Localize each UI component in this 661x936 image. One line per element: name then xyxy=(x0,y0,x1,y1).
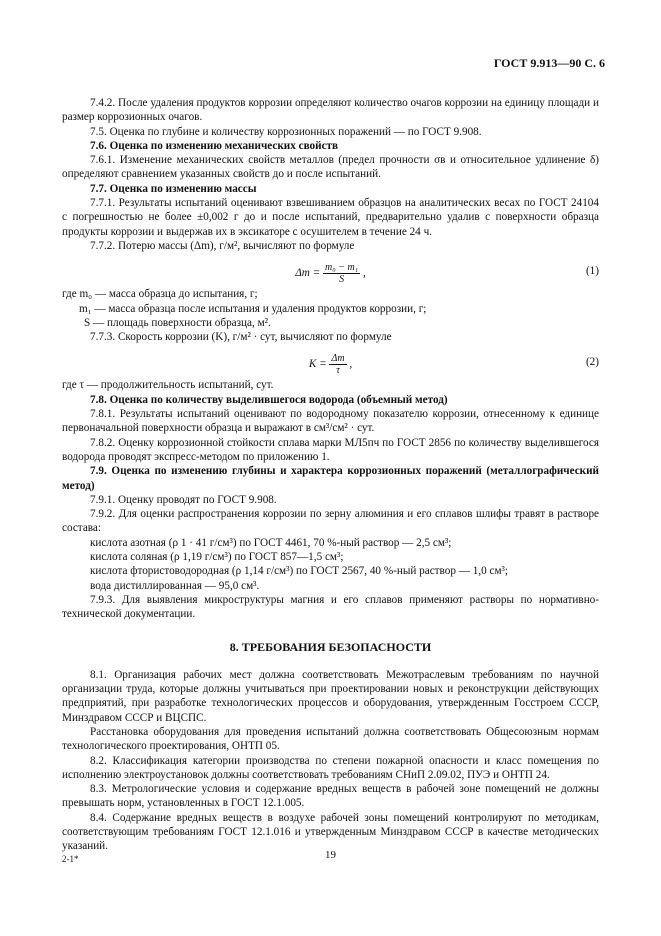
page-number: 19 xyxy=(325,849,336,861)
where-m1: m₁ — масса образца после испытания и удаления продуктов коррозии, г; xyxy=(79,302,427,315)
formula-1-numerator: m₀ − m₁ xyxy=(325,262,359,274)
paragraph-7-9-2: 7.9.2. Для оценки распространения коррозии по зерну алюминия и его сплавов шлифы травят в растворе состава: xyxy=(62,508,599,535)
formula-1-denominator: S xyxy=(339,274,345,286)
running-header: ГОСТ 9.913—90 С. 6 xyxy=(493,56,605,70)
paragraph-7-4-2: 7.4.2. После удаления продуктов коррозии определяют количество очагов коррозии на единицу площади и размер коррозионных очагов. xyxy=(62,97,599,124)
paragraph-8-2: 8.2. Классификация категории производства по степени пожарной опасности и класс помещения по исполнению электроустановок должны соответствовать требованиям СНиП 2.09.02, ПУЭ и ОНТП 24. xyxy=(62,754,599,781)
paragraph-7-6-1: 7.6.1. Изменение механических свойств металлов (предел прочности σв и относительное удлинение δ) определяют сравнением указанных свойств до и после испытаний. xyxy=(62,154,599,181)
formula-2-tail: , xyxy=(349,358,353,371)
formula-1-number: (1) xyxy=(585,265,599,278)
paragraph-7-7-3: 7.7.3. Скорость коррозии (K), г/м² · сут, вычисляют по формуле xyxy=(90,331,392,344)
paragraph-8-1: 8.1. Организация рабочих мест должна соответствовать Межотраслевым требованиям по научной организации труда, которые должны учитываться при проектировании новых и реконструкции действующих предприятий, при разработке технологических процессов и оборудования, утвержденным Госстроем СССР, Минздравом СССР и ВЦСПС. xyxy=(62,668,599,724)
formula-1-lhs: Δm = xyxy=(295,267,321,280)
formula-2-number: (2) xyxy=(585,356,599,369)
solution-distilled-water: вода дистиллированная — 95,0 см³. xyxy=(90,579,260,592)
heading-7-9: 7.9. Оценка по изменению глубины и характера коррозионных поражений (металлографический метод) xyxy=(62,465,599,492)
heading-7-7: 7.7. Оценка по изменению массы xyxy=(90,182,257,195)
where-s: S — площадь поверхности образца, м². xyxy=(84,316,271,329)
section-8-title: 8. ТРЕБОВАНИЯ БЕЗОПАСНОСТИ xyxy=(229,639,432,654)
heading-7-6: 7.6. Оценка по изменению механических свойств xyxy=(90,139,339,152)
paragraph-7-5: 7.5. Оценка по глубине и количеству коррозионных поражений — по ГОСТ 9.908. xyxy=(90,125,482,138)
where-tau: где τ — продолжительность испытаний, сут. xyxy=(62,379,274,392)
paragraph-7-9-1: 7.9.1. Оценку проводят по ГОСТ 9.908. xyxy=(90,493,277,506)
solution-hydrochloric-acid: кислота соляная (ρ 1,19 г/см³) по ГОСТ 857—1,5 см³; xyxy=(90,551,344,564)
where-m0: где m₀ — масса образца до испытания, г; xyxy=(62,288,258,301)
formula-1 xyxy=(62,256,599,286)
paragraph-7-7-2: 7.7.2. Потерю массы (Δm), г/м², вычисляют по формуле xyxy=(90,239,355,252)
print-signature: 2-1* xyxy=(62,854,79,864)
paragraph-7-9-3: 7.9.3. Для выявления микроструктуры магния и его сплавов применяют растворы по нормативно-технической документации. xyxy=(62,593,599,621)
paragraph-8-3: 8.3. Метрологические условия и содержание вредных веществ в рабочей зоне помещений не должны превышать норм, установленных в ГОСТ 12.1.005. xyxy=(62,783,599,810)
formula-2-numerator: Δm xyxy=(331,353,345,365)
solution-nitric-acid: кислота азотная (ρ 1 · 41 г/см³) по ГОСТ 4461, 70 %-ный раствор — 2,5 см³; xyxy=(90,536,452,549)
formula-1-tail: , xyxy=(362,267,366,280)
paragraph-8-4: 8.4. Содержание вредных веществ в воздухе рабочей зоны помещений контролируют по методикам, соответствующим требованиям ГОСТ 12.1.016 и утвержденным Минздравом СССР в качестве методических указаний. xyxy=(62,811,599,853)
paragraph-7-8-2: 7.8.2. Оценку коррозионной стойкости сплава марки МЛ5пч по ГОСТ 2856 по количеству выделившегося водорода проводят экспресс-методом по приложению 1. xyxy=(62,436,599,463)
solution-hydrofluoric-acid: кислота фтористоводородная (ρ 1,14 г/см³) по ГОСТ 2567, 40 %-ный раствор — 1,0 см³; xyxy=(90,565,509,578)
paragraph-8-1-equipment: Расстановка оборудования для проведения испытаний должна соответствовать Общесоюзным нормам технологического проектирования, ОНТП 05. xyxy=(62,725,599,753)
page-body xyxy=(62,96,599,854)
paragraph-7-8-1: 7.8.1. Результаты испытаний оценивают по водородному показателю коррозии, отнесенному к единице первоначальной поверхности образца и выражают в см³/см² · сут. xyxy=(62,408,599,435)
paragraph-7-7-1: 7.7.1. Результаты испытаний оценивают взвешиванием образцов на аналитических весах по ГОСТ 24104 с погрешностью не более ±0,002 г до и после испытаний, предварительно удалив с поверхности образца продукты коррозии и выдержав их в эксикаторе с осушителем в течение 24 ч. xyxy=(62,197,599,238)
formula-2-denominator: τ xyxy=(336,365,340,377)
heading-7-8: 7.8. Оценка по количеству выделившегося водорода (объемный метод) xyxy=(90,393,448,406)
formula-1-fraction xyxy=(323,262,360,285)
formula-2 xyxy=(62,347,599,377)
formula-2-fraction xyxy=(329,353,346,376)
formula-2-lhs: K = xyxy=(308,358,327,371)
